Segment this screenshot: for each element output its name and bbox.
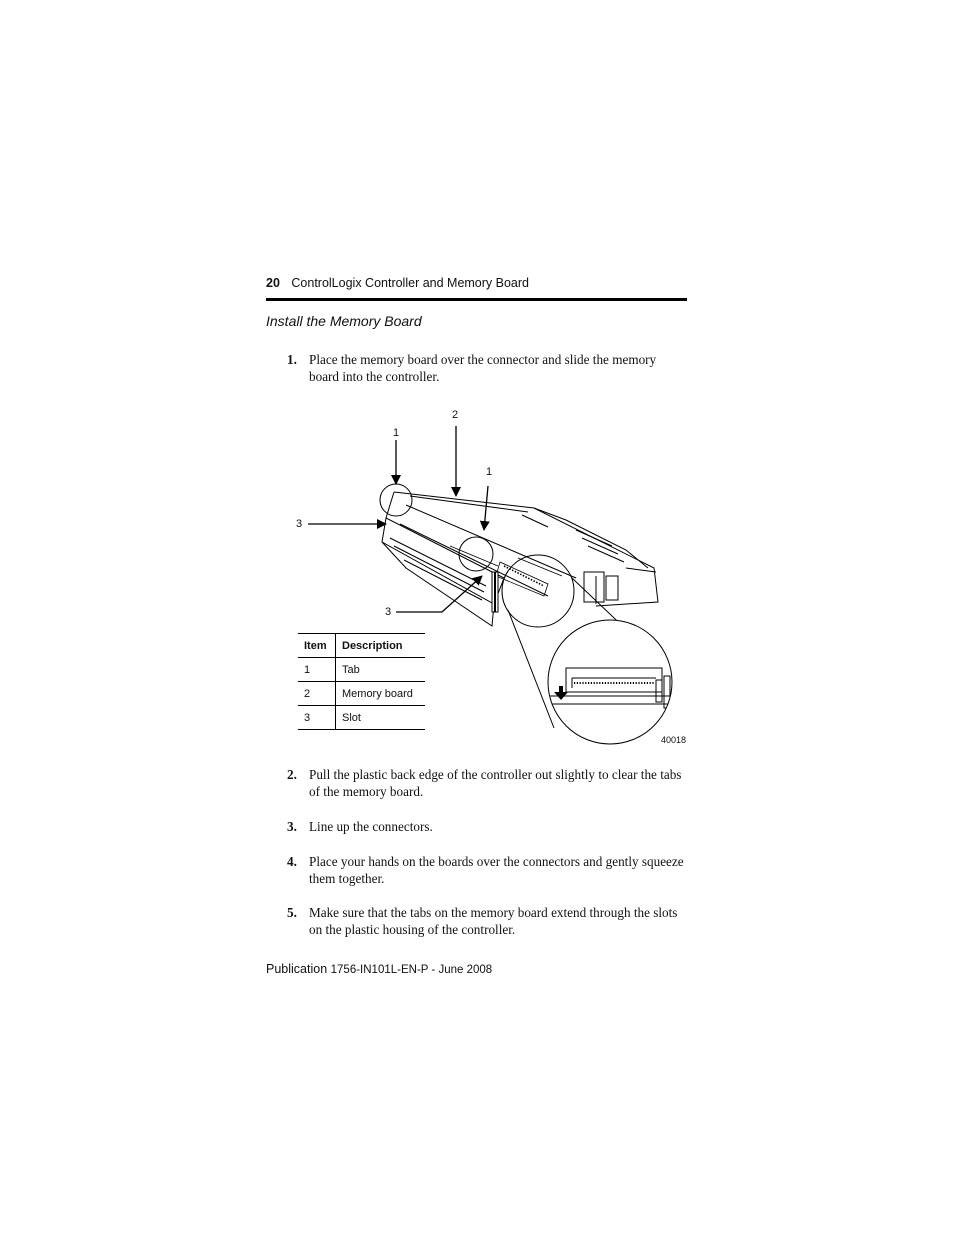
table-cell-description: Memory board [336, 682, 426, 706]
step-text: Place the memory board over the connector and slide the memory board into the controller. [309, 352, 657, 384]
page-footer [266, 962, 492, 976]
callout-label: 3 [385, 606, 392, 618]
table-row [298, 682, 425, 706]
step-item [287, 766, 687, 800]
table-cell-item: 2 [298, 682, 336, 706]
page-header [266, 276, 529, 290]
step-text: Line up the connectors. [309, 819, 433, 834]
step-number: 5. [287, 905, 297, 920]
table-row [298, 706, 425, 730]
step-item [287, 818, 687, 835]
item-description-table [298, 633, 425, 730]
table-header-description: Description [336, 634, 426, 658]
table-cell-item: 3 [298, 706, 336, 730]
step-number: 3. [287, 819, 297, 834]
table-cell-description: Slot [336, 706, 426, 730]
step-number: 4. [287, 854, 297, 869]
publication-id: 1756-IN101L-EN-P - June 2008 [330, 964, 493, 976]
step-number: 2. [287, 767, 297, 782]
callout-label: 3 [296, 518, 303, 530]
callout-label: 1 [486, 466, 493, 478]
table-row [298, 658, 425, 682]
table-cell-description: Tab [336, 658, 426, 682]
callout-label: 1 [393, 427, 400, 439]
step-item [287, 904, 687, 938]
step-number: 1. [287, 352, 297, 367]
step-item [287, 351, 687, 385]
header-title: ControlLogix Controller and Memory Board [291, 276, 530, 290]
section-title: Install the Memory Board [266, 313, 422, 329]
step-text: Place your hands on the boards over the connectors and gently squeeze them together. [309, 854, 684, 886]
header-rule [266, 298, 687, 301]
page-number: 20 [266, 276, 280, 290]
table-header-item: Item [298, 634, 336, 658]
table-cell-item: 1 [298, 658, 336, 682]
table-header-row [298, 634, 425, 658]
footer-label: Publication [266, 962, 328, 976]
step-text: Make sure that the tabs on the memory board extend through the slots on the plastic housing of the controller. [309, 905, 678, 937]
step-text: Pull the plastic back edge of the controller out slightly to clear the tabs of the memory board. [309, 767, 682, 799]
step-item [287, 853, 687, 887]
callout-label: 2 [452, 409, 459, 421]
figure-id: 40018 [661, 735, 687, 745]
